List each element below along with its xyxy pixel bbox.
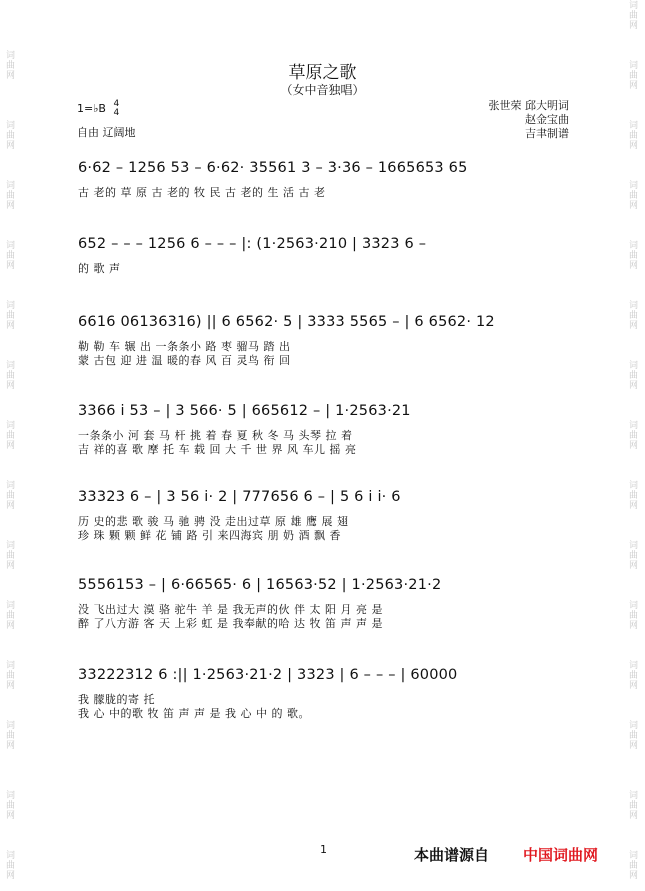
watermark-text: 词曲网	[627, 790, 637, 820]
composer: 赵金宝曲	[525, 113, 569, 126]
key-signature	[77, 100, 119, 118]
lyric-line: 珍 珠 颗 颗 鲜 花 铺 路 引 来四海宾 朋 奶 酒 飘 香	[78, 529, 341, 542]
score-row	[78, 236, 568, 276]
lyric-line: 的 歌 声	[78, 262, 121, 275]
watermark-text: 词曲网	[627, 540, 637, 570]
watermark-text: 词曲网	[627, 420, 637, 450]
notation-line: 33323 6 – | 3 56 i· 2 | 777656 6 – | 5 6 i i· 6	[78, 489, 401, 505]
lyric-line: 我 朦胧的寄 托	[78, 693, 155, 706]
score-row	[78, 403, 568, 457]
watermark-text: 词曲网	[627, 720, 637, 750]
lyric-line: 醉 了八方游 客 天 上彩 虹 是 我奉献的哈 达 牧 笛 声 声 是	[78, 617, 383, 630]
watermark-text: 词曲网	[627, 360, 637, 390]
watermark-text: 词曲网	[4, 480, 14, 510]
watermark-text: 词曲网	[627, 120, 637, 150]
watermark-text: 词曲网	[4, 240, 14, 270]
watermark-left	[4, 0, 18, 891]
watermark-text: 词曲网	[4, 790, 14, 820]
watermark-text: 词曲网	[4, 540, 14, 570]
score-row	[78, 667, 568, 721]
key-label: 1=♭B	[77, 102, 106, 115]
score-row	[78, 160, 568, 200]
time-signature	[113, 100, 119, 118]
notation-line: 3366 i 53 – | 3 566· 5 | 665612 – | 1·2563·21	[78, 403, 411, 419]
lyricist: 张世荣 邱大明词	[488, 99, 569, 112]
notation-line: 33222312 6 :|| 1·2563·21·2 | 3323 | 6 – – – | 60000	[78, 667, 458, 683]
watermark-text: 词曲网	[4, 300, 14, 330]
notation-line: 6·62 – 1256 53 – 6·62· 35561 3 – 3·36 – 1665653 65	[78, 160, 468, 176]
watermark-text: 词曲网	[627, 600, 637, 630]
song-title: 草原之歌	[288, 63, 357, 83]
watermark-text: 词曲网	[4, 360, 14, 390]
watermark-text: 词曲网	[4, 420, 14, 450]
lyric-line: 蒙 古包 迎 进 温 暖的春 风 百 灵鸟 衔 回	[78, 354, 291, 367]
watermark-right	[627, 0, 641, 891]
arranger: 吉聿制谱	[525, 127, 569, 140]
score-row	[78, 314, 568, 368]
lyric-line: 古 老的 草 原 古 老的 牧 民 古 老的 生 活 古 老	[78, 186, 326, 199]
notation-line: 6616 06136316) || 6 6562· 5 | 3333 5565 – | 6 6562· 12	[78, 314, 495, 330]
watermark-text: 词曲网	[627, 660, 637, 690]
watermark-text: 词曲网	[4, 120, 14, 150]
watermark-text: 词曲网	[4, 720, 14, 750]
lyric-line: 历 史的悲 歌 骏 马 驰 骋 没 走出过草 原 雄 鹰 展 翅	[78, 515, 349, 528]
time-top: 4	[113, 99, 120, 109]
score-row	[78, 577, 568, 631]
lyric-line: 勒 勒 车 辗 出 一条条小 路 枣 骝马 踏 出	[78, 340, 291, 353]
watermark-text: 词曲网	[627, 240, 637, 270]
brand-link[interactable]: 中国词曲网	[523, 846, 599, 864]
watermark-text: 词曲网	[627, 300, 637, 330]
score-row	[78, 489, 568, 543]
watermark-text: 词曲网	[4, 50, 14, 80]
watermark-text: 词曲网	[627, 850, 637, 880]
watermark-text: 词曲网	[4, 850, 14, 880]
lyric-line: 没 飞出过大 漠 骆 驼牛 羊 是 我无声的伙 伴 太 阳 月 亮 是	[78, 603, 383, 616]
lyric-line: 我 心 中的歌 牧 笛 声 声 是 我 心 中 的 歌。	[78, 707, 310, 720]
watermark-text: 词曲网	[627, 480, 637, 510]
song-subtitle: （女中音独唱）	[280, 83, 365, 97]
credits	[489, 99, 570, 141]
watermark-text: 词曲网	[627, 60, 637, 90]
watermark-text: 词曲网	[4, 660, 14, 690]
notation-line: 652 – – – 1256 6 – – – |: (1·2563·210 | 3323 6 –	[78, 236, 427, 252]
time-bottom: 4	[113, 108, 120, 118]
lyric-line: 吉 祥的喜 歌 摩 托 车 载 回 大 千 世 界 风 车儿 摇 亮	[78, 443, 357, 456]
lyric-line: 一条条小 河 套 马 杆 挑 着 春 夏 秋 冬 马 头琴 拉 着	[78, 429, 353, 442]
watermark-text: 词曲网	[4, 600, 14, 630]
page-number: 1	[320, 843, 327, 856]
watermark-text: 词曲网	[4, 180, 14, 210]
watermark-text: 词曲网	[627, 0, 637, 30]
notation-line: 5556153 – | 6·66565· 6 | 16563·52 | 1·2563·21·2	[78, 577, 442, 593]
source-label: 本曲谱源自	[414, 846, 490, 864]
tempo-marking: 自由 辽阔地	[77, 126, 136, 139]
watermark-text: 词曲网	[627, 180, 637, 210]
